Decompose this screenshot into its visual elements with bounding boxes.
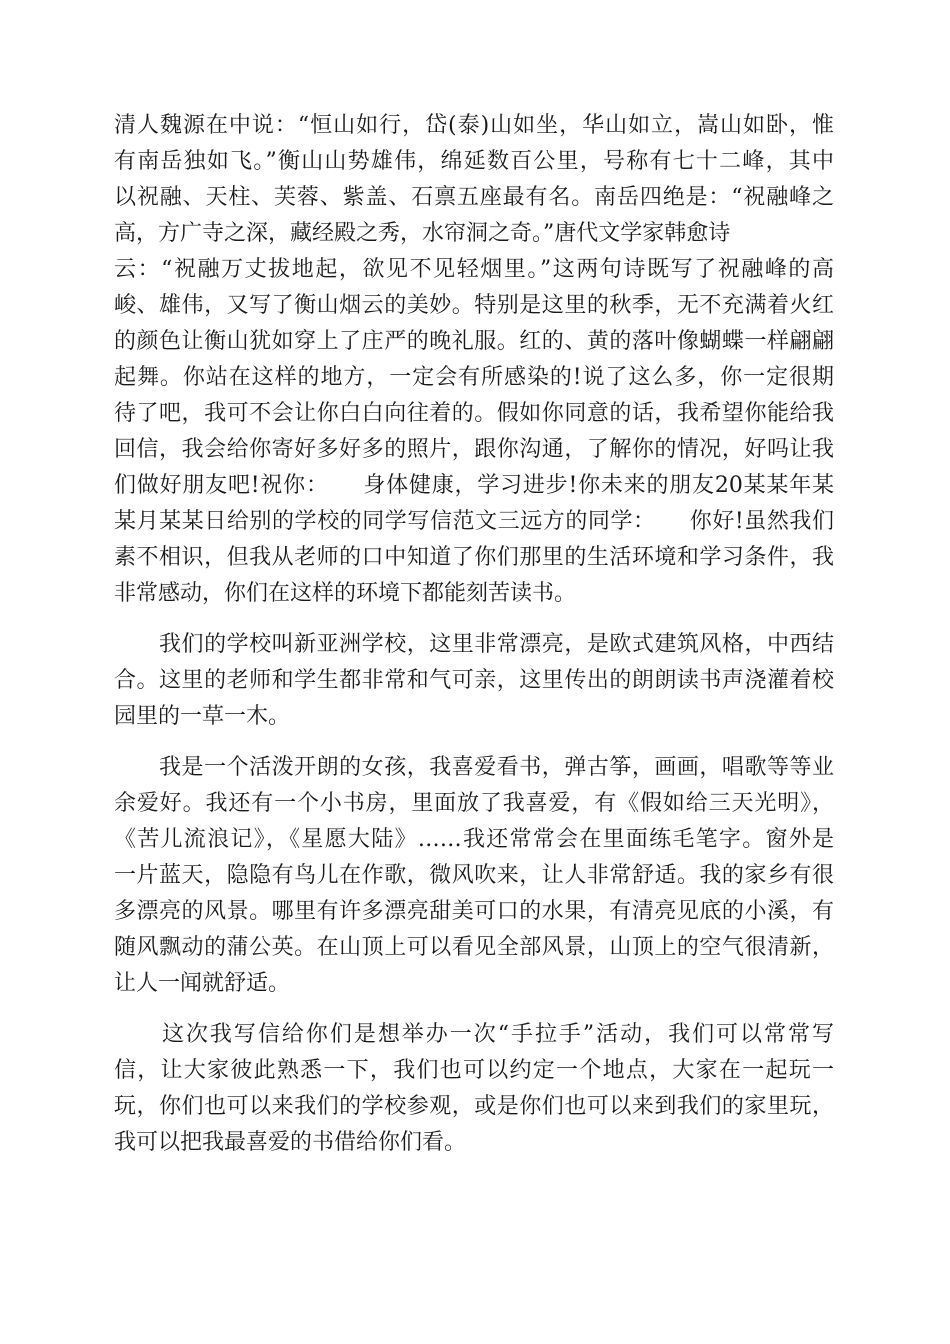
text-line: 的颜色让衡山犹如穿上了庄严的晚礼服。红的、黄的落叶像蝴蝶一样翩翩 — [114, 329, 834, 354]
text-line: 待了吧，我可不会让你白白向往着的。假如你同意的话，我希望你能给我 — [114, 401, 834, 426]
text-line: 我们的学校叫新亚洲学校，这里非常漂亮，是欧式建筑风格，中西结 — [114, 632, 834, 657]
document-page — [114, 108, 834, 1176]
text-line: 云：“祝融万丈拔地起，欲见不见轻烟里。”这两句诗既写了祝融峰的高 — [114, 257, 834, 282]
text-line: 信，让大家彼此熟悉一下，我们也可以约定一个地点，大家在一起玩一 — [114, 1058, 834, 1083]
text-line: 随风飘动的蒲公英。在山顶上可以看见全部风景，山顶上的空气很清新， — [114, 935, 834, 960]
text-line: 们做好朋友吧!祝你： 身体健康，学习进步!你未来的朋友20某某年某 — [114, 473, 834, 498]
text-line: 清人魏源在中说：“恒山如行，岱(泰)山如坐，华山如立，嵩山如卧，惟 — [114, 113, 834, 138]
text-line: 园里的一草一木。 — [114, 704, 291, 729]
text-line: 《苦儿流浪记》，《星愿大陆》……我还常常会在里面练毛笔字。窗外是 — [114, 827, 834, 852]
text-line: 某月某某日给别的学校的同学写信范文三远方的同学： 你好!虽然我们 — [114, 509, 834, 534]
text-line: 让人一闻就舒适。 — [114, 971, 291, 996]
text-line: 余爱好。我还有一个小书房，里面放了我喜爱，有《假如给三天光明》， — [114, 791, 834, 816]
text-line: 素不相识，但我从老师的口中知道了你们那里的生活环境和学习条件，我 — [114, 545, 834, 570]
text-line: 这次我写信给你们是想举办一次“手拉手”活动，我们可以常常写 — [114, 1022, 834, 1047]
paragraph-school — [114, 627, 834, 735]
text-line: 多漂亮的风景。哪里有许多漂亮甜美可口的水果，有清亮见底的小溪，有 — [114, 899, 834, 924]
text-line: 回信，我会给你寄好多好多的照片，跟你沟通，了解你的情况，好吗让我 — [114, 437, 834, 462]
text-line: 起舞。你站在这样的地方，一定会有所感染的!说了这么多，你一定很期 — [114, 365, 834, 390]
text-line: 玩，你们也可以来我们的学校参观，或是你们也可以来到我们的家里玩， — [114, 1094, 834, 1119]
text-line: 以祝融、天柱、芙蓉、紫盖、石禀五座最有名。南岳四绝是：“祝融峰之 — [114, 185, 834, 210]
paragraph-hengshan — [114, 108, 834, 612]
text-line: 合。这里的老师和学生都非常和气可亲，这里传出的朗朗读书声浇灌着校 — [114, 668, 834, 693]
text-line: 我可以把我最喜爱的书借给你们看。 — [114, 1130, 467, 1155]
text-line: 我是一个活泼开朗的女孩，我喜爱看书，弹古筝，画画，唱歌等等业 — [114, 755, 834, 780]
text-line: 峻、雄伟，又写了衡山烟云的美妙。特别是这里的秋季，无不充满着火红 — [114, 293, 834, 318]
text-line: 非常感动，你们在这样的环境下都能刻苦读书。 — [114, 581, 577, 606]
paragraph-hobbies — [114, 750, 834, 1002]
text-line: 一片蓝天，隐隐有鸟儿在作歌，微风吹来，让人非常舒适。我的家乡有很 — [114, 863, 834, 888]
text-line: 高，方广寺之深，藏经殿之秀，水帘洞之奇。”唐代文学家韩愈诗 — [114, 221, 731, 246]
paragraph-activity — [114, 1017, 834, 1161]
text-line: 有南岳独如飞。”衡山山势雄伟，绵延数百公里，号称有七十二峰，其中 — [114, 149, 834, 174]
